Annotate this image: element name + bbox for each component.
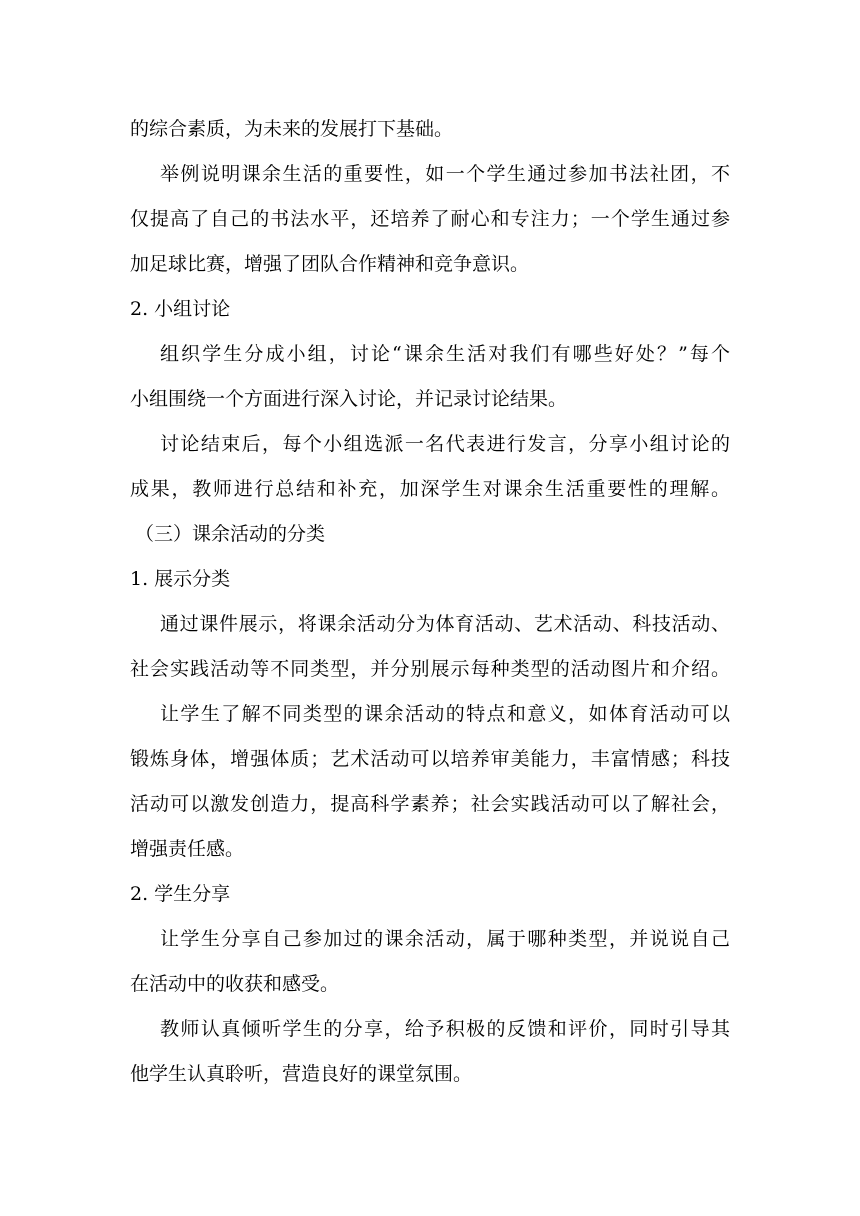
text-line: 让学生分享自己参加过的课余活动，属于哪种类型，并说说自己 [160,928,730,950]
section-heading: 2. 小组讨论 [130,298,231,320]
text-line: 组织学生分成小组，讨论“课余生活对我们有哪些好处？”每个 [160,343,730,365]
text-line: 教师认真倾听学生的分享，给予积极的反馈和评价，同时引导其 [160,1018,730,1040]
text-line: 社会实践活动等不同类型，并分别展示每种类型的活动图片和介绍。 [130,658,730,680]
text-line: 他学生认真聆听，营造良好的课堂氛围。 [130,1063,473,1085]
text-line: 锻炼身体，增强体质；艺术活动可以培养审美能力，丰富情感；科技 [130,748,730,770]
section-heading: 2. 学生分享 [130,883,231,905]
section-heading: （三）课余活动的分类 [135,523,326,545]
text-line: 仅提高了自己的书法水平，还培养了耐心和专注力；一个学生通过参 [130,208,730,230]
text-line: 在活动中的收获和感受。 [130,973,340,995]
text-line: 让学生了解不同类型的课余活动的特点和意义，如体育活动可以 [160,703,730,725]
text-line: 讨论结束后，每个小组选派一名代表进行发言，分享小组讨论的 [160,433,730,455]
text-line: 增强责任感。 [130,838,245,860]
text-line: 成果，教师进行总结和补充，加深学生对课余生活重要性的理解。 [130,478,730,500]
text-line: 通过课件展示，将课余活动分为体育活动、艺术活动、科技活动、 [160,613,730,635]
text-line: 的综合素质，为未来的发展打下基础。 [130,118,454,140]
section-heading: 1. 展示分类 [130,568,231,590]
text-line: 举例说明课余生活的重要性，如一个学生通过参加书法社团，不 [160,163,730,185]
document-body [130,107,730,1097]
text-line: 小组围绕一个方面进行深入讨论，并记录讨论结果。 [130,388,568,410]
text-line: 活动可以激发创造力，提高科学素养；社会实践活动可以了解社会， [130,793,730,815]
text-line: 加足球比赛，增强了团队合作精神和竞争意识。 [130,253,530,275]
